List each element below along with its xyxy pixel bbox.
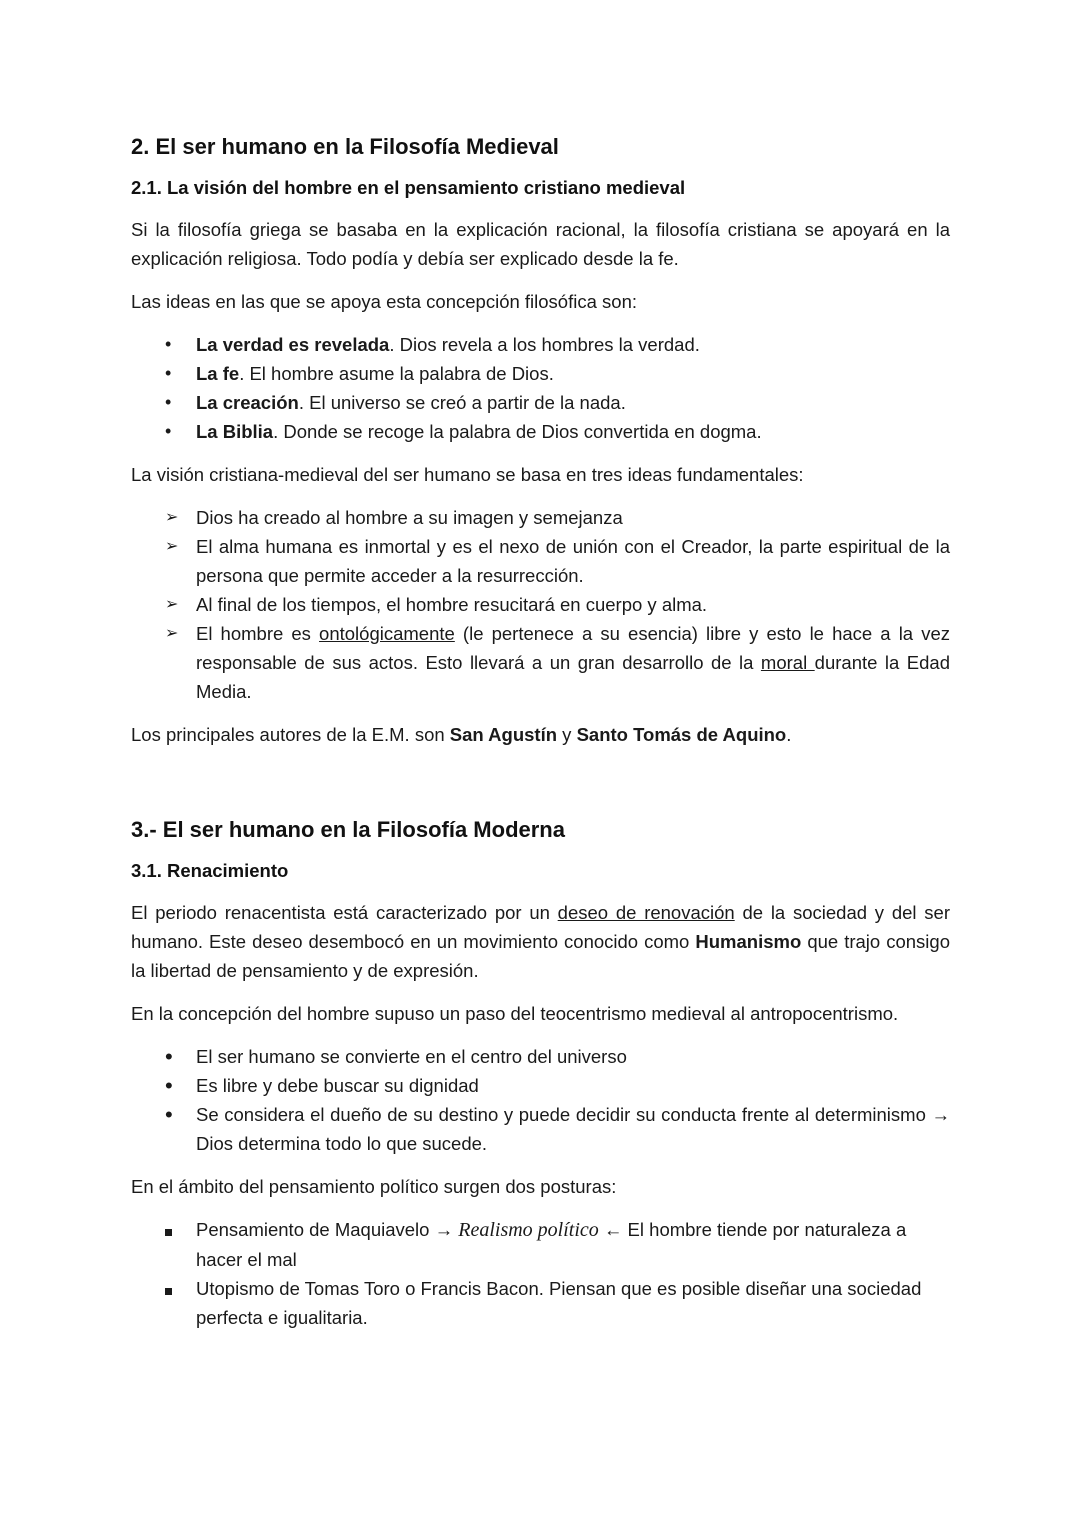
list-item: ➢ El alma humana es inmortal y es el nexo de unión con el Creador, la parte espiritual de la persona que permite acceder a la resurrección.: [131, 532, 950, 590]
section-2-heading: 2. El ser humano en la Filosofía Medieval: [131, 134, 559, 159]
list-item: ➢ Dios ha creado al hombre a su imagen y semejanza: [131, 503, 950, 532]
arrowhead-bullet-icon: ➢: [165, 596, 179, 613]
anthropocentrism-paragraph: En la concepción del hombre supuso un paso del teocentrismo medieval al antropocentrismo.: [131, 1003, 899, 1024]
list-item: • La creación. El universo se creó a partir de la nada.: [131, 388, 950, 417]
section-3-heading: 3.- El ser humano en la Filosofía Moderna: [131, 817, 565, 842]
list-item: ➢ Al final de los tiempos, el hombre resucitará en cuerpo y alma.: [131, 590, 950, 619]
bullet-icon: •: [165, 1073, 173, 1098]
bullet-icon: •: [165, 1044, 173, 1069]
list-item: • La verdad es revelada. Dios revela a los hombres la verdad.: [131, 330, 950, 359]
list-item: Utopismo de Tomas Toro o Francis Bacon. Piensan que es posible diseñar una sociedad perfecta e igualitaria.: [131, 1274, 950, 1332]
list-item: • Es libre y debe buscar su dignidad: [165, 1073, 479, 1098]
politics-lead: En el ámbito del pensamiento político surgen dos posturas:: [131, 1176, 617, 1197]
arrowhead-bullet-icon: ➢: [165, 538, 179, 555]
ideas-lead: Las ideas en las que se apoya esta concepción filosófica son:: [131, 291, 637, 312]
square-bullet-icon: [165, 1215, 189, 1244]
ideas-list: [131, 330, 950, 446]
list-item: • Se considera el dueño de su destino y puede decidir su conducta frente al determinismo → Dios determina todo lo que sucede.: [165, 1102, 950, 1154]
bullet-icon: •: [165, 392, 172, 412]
arrowhead-bullet-icon: ➢: [165, 509, 179, 526]
bullet-icon: •: [165, 421, 172, 441]
list-item: • El ser humano se convierte en el centro del universo: [165, 1044, 627, 1069]
politics-list: [131, 1215, 950, 1332]
vision-list: [131, 503, 950, 706]
list-item: • La Biblia. Donde se recoge la palabra de Dios convertida en dogma.: [131, 417, 950, 446]
bullet-icon: •: [165, 334, 172, 354]
section-2-1-heading: 2.1. La visión del hombre en el pensamiento cristiano medieval: [131, 177, 686, 198]
arrowhead-bullet-icon: ➢: [165, 625, 179, 642]
intro-paragraph: Si la filosofía griega se basaba en la explicación racional, la filosofía cristiana se apoyará en la explicación religiosa. Todo podía y debía ser explicado desde la fe.: [131, 219, 950, 269]
section-3-1-heading: 3.1. Renacimiento: [131, 860, 289, 881]
section-spacer: [131, 763, 950, 813]
authors-paragraph: Los principales autores de la E.M. son San Agustín y Santo Tomás de Aquino.: [131, 724, 792, 745]
bullet-icon: •: [165, 1102, 173, 1127]
square-bullet-icon: [165, 1274, 189, 1303]
list-item: ➢ El hombre es ontológicamente (le pertenece a su esencia) libre y esto le hace a la vez responsable de sus actos. Esto llevará a un gran desarrollo de la moral durante la Edad Media.: [131, 619, 950, 706]
list-item: Pensamiento de Maquiavelo → Realismo político ← El hombre tiende por naturaleza a hacer el mal: [131, 1215, 950, 1274]
bullet-icon: •: [165, 363, 172, 383]
vision-lead: La visión cristiana-medieval del ser humano se basa en tres ideas fundamentales:: [131, 464, 804, 485]
list-item: • La fe. El hombre asume la palabra de Dios.: [131, 359, 950, 388]
renaissance-paragraph: El periodo renacentista está caracterizado por un deseo de renovación de la sociedad y del ser humano. Este deseo desembocó en un movimiento conocido como Humanismo que trajo consigo la libertad de pensamiento y de expresión.: [131, 902, 950, 981]
renaissance-list: [131, 1042, 950, 1158]
